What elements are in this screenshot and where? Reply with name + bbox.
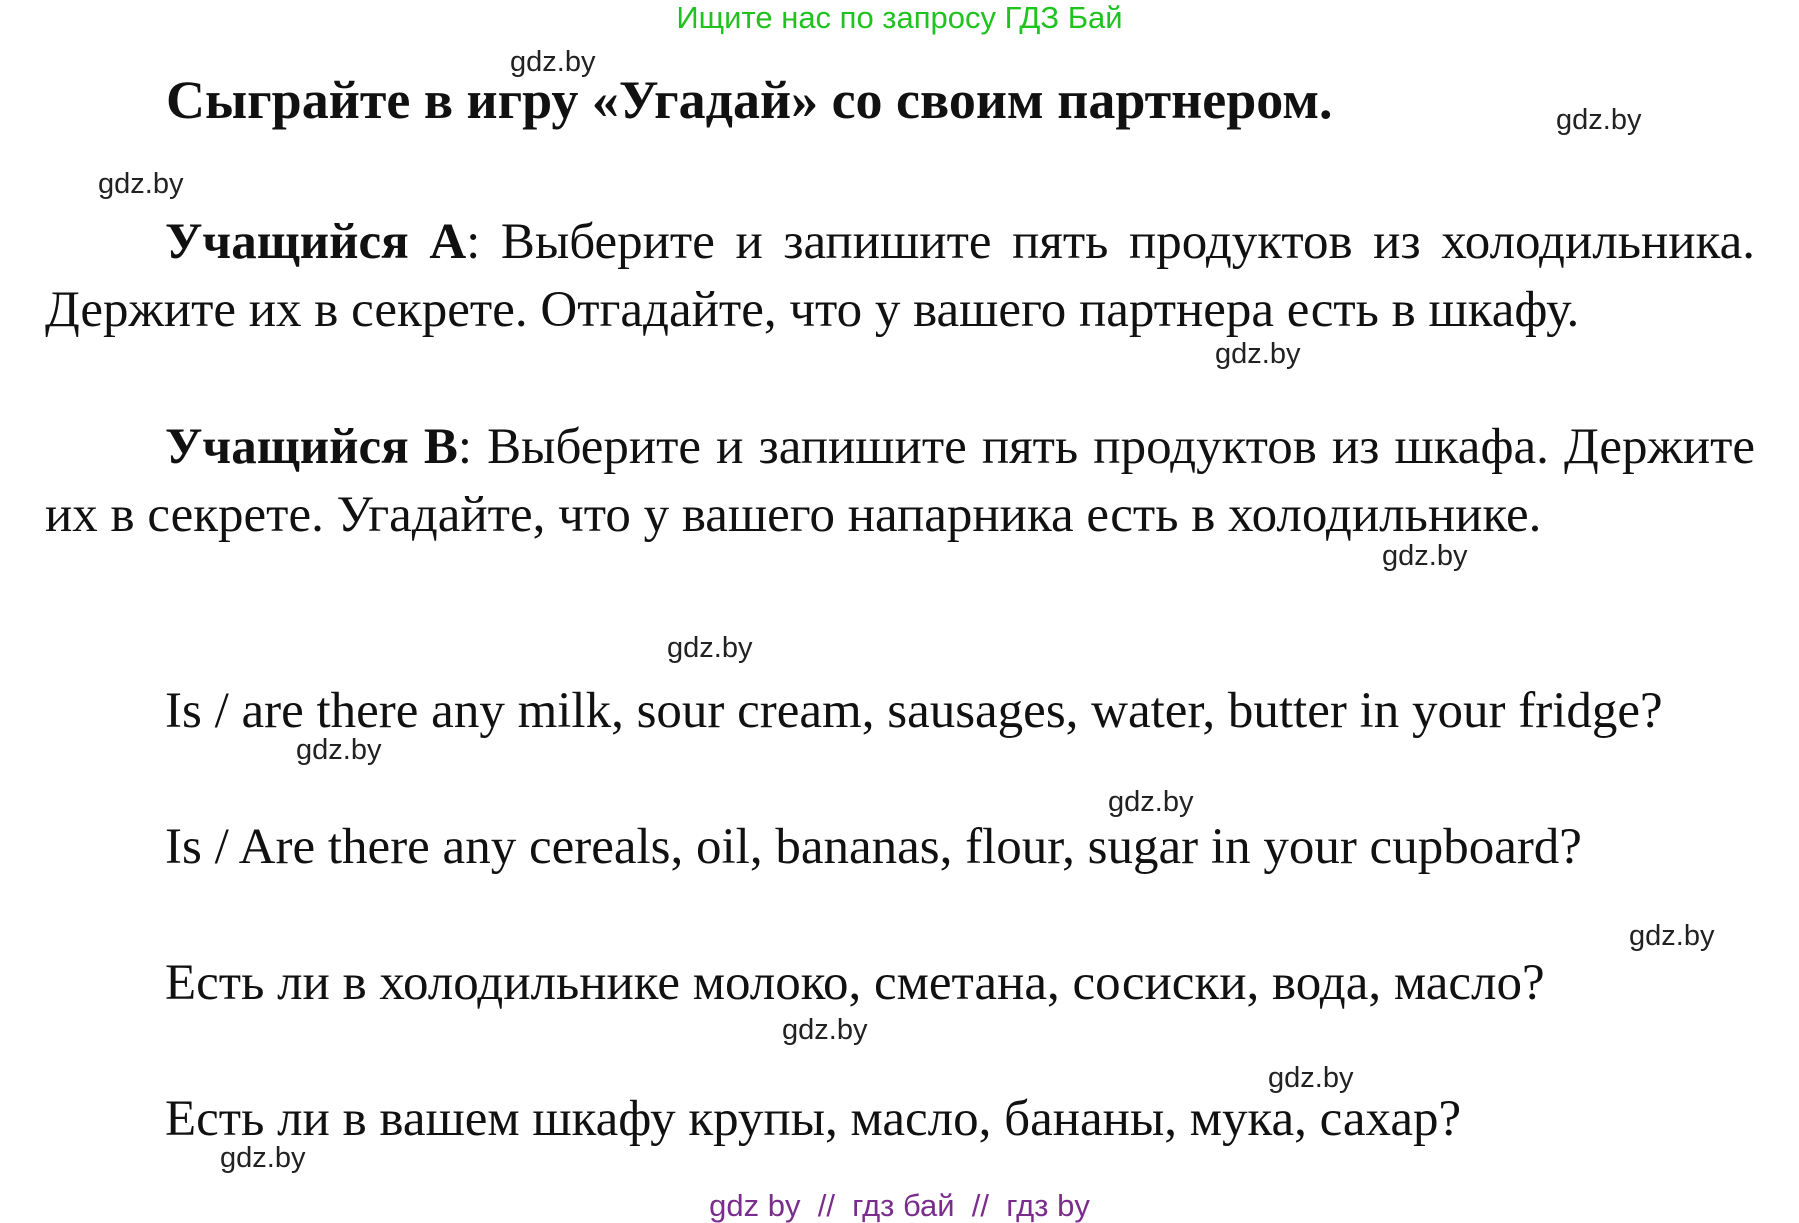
watermark: gdz.by xyxy=(510,46,596,78)
student-b-paragraph xyxy=(45,413,1755,549)
answer-3: Есть ли в холодильнике молоко, сметана, сосиски, вода, масло? xyxy=(165,955,1545,1011)
watermark: gdz.by xyxy=(296,734,382,766)
student-a-text: : Выберите и запишите пять продуктов из холодильника. Держите их в секрете. Отгадайте, что у вашего партнера есть в шкафу. xyxy=(45,214,1755,338)
watermark: gdz.by xyxy=(1556,104,1642,136)
watermark: gdz.by xyxy=(667,632,753,664)
student-b-text: : Выберите и запишите пять продуктов из шкафа. Держите их в секрете. Угадайте, что у вашего напарника есть в холодильнике. xyxy=(45,419,1755,543)
watermark: gdz.by xyxy=(98,168,184,200)
watermark: gdz.by xyxy=(1108,786,1194,818)
watermark: gdz.by xyxy=(1629,920,1715,952)
watermark: gdz.by xyxy=(1215,338,1301,370)
student-a-label: Учащийся А xyxy=(165,214,467,270)
top-banner: Ищите нас по запросу ГДЗ Бай xyxy=(676,0,1123,35)
watermark: gdz.by xyxy=(220,1142,306,1174)
answer-4: Есть ли в вашем шкафу крупы, масло, бананы, мука, сахар? xyxy=(165,1091,1462,1147)
answer-1: Is / are there any milk, sour cream, sausages, water, butter in your fridge? xyxy=(165,683,1663,739)
student-b-label: Учащийся В xyxy=(165,419,458,475)
watermark: gdz.by xyxy=(782,1014,868,1046)
footer-credits: gdz by // гдз бай // гдз by xyxy=(709,1188,1090,1223)
watermark: gdz.by xyxy=(1268,1062,1354,1094)
watermark: gdz.by xyxy=(1382,540,1468,572)
student-a-paragraph xyxy=(45,208,1755,344)
answer-2: Is / Are there any cereals, oil, bananas, flour, sugar in your cupboard? xyxy=(165,819,1582,875)
task-title: Сыграйте в игру «Угадай» со своим партнером. xyxy=(166,70,1333,130)
